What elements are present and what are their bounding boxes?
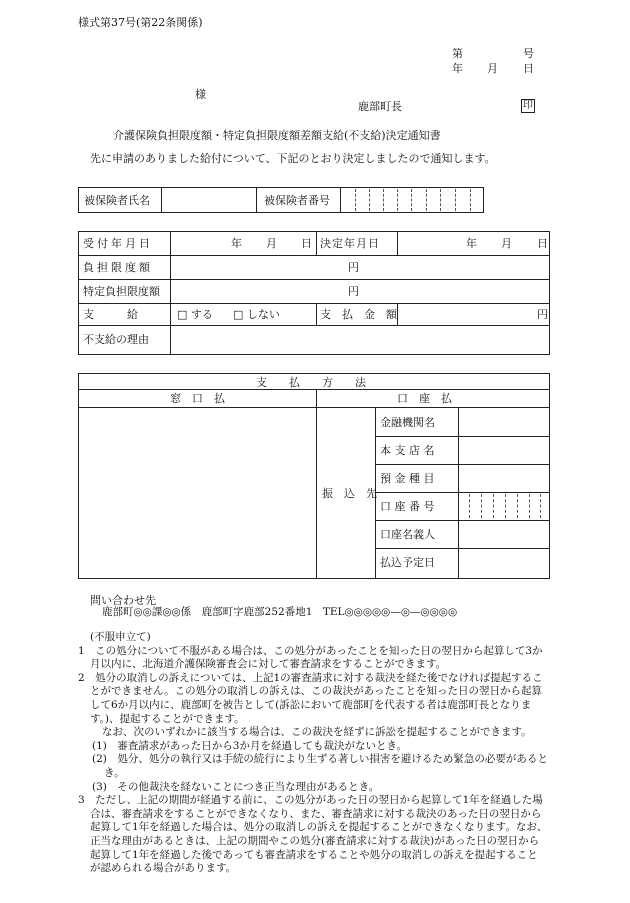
deposit-type-label: 預 金 種 目 — [380, 472, 435, 485]
appeal-item-3: (3) その他裁決を経ないことにつき正当な理由があるとき。 — [92, 780, 380, 793]
appeal-paragraph-2: 2 処分の取消しの訴えについては、上記1の審査請求に対する裁決を経た後でなければ提起することができません。この処分の取消しの訴えは、この裁決があったことを知った日の翌日から起算して6か月以内に、鹿部町を被告として(訴訟において鹿部町を代表する者は鹿部町長となります。)、提起することができます。 — [78, 671, 543, 725]
intro-text: 先に申請のありました給付について、下記のとおり決定しましたので通知します。 — [90, 152, 496, 165]
branch-name-label: 本 支 店 名 — [380, 444, 435, 457]
date-year: 年 — [452, 62, 463, 75]
received-date-label: 受付年月日 — [83, 237, 153, 250]
date-day: 日 — [523, 62, 534, 75]
account-payment-label: 口 座 払 — [397, 392, 452, 405]
method-header: 支 払 方 法 — [256, 376, 366, 389]
limit-yen: 円 — [348, 261, 359, 274]
special-limit-label: 特定負担限度額 — [83, 285, 160, 298]
appeal-paragraph-1: 1 この処分について不服がある場合は、この処分があったことを知った日の翌日から起算して3か月以内に、北海道介護保険審査会に対して審査請求をすることができます。 — [78, 644, 543, 671]
document-title: 介護保険負担限度額・特定負担限度額差額支給(不支給)決定通知書 — [113, 129, 441, 142]
limit-label: 負担限度額 — [83, 261, 153, 274]
payment-no-checkbox[interactable]: □ しない — [233, 308, 280, 321]
recipient-sama: 様 — [195, 88, 206, 101]
bank-name-label: 金融機関名 — [380, 416, 435, 429]
insured-name-label: 被保険者氏名 — [84, 194, 150, 207]
appeal-paragraph-3: 3 ただし、上記の期間が経過する前に、この処分があった日の翌日から起算して1年を経過した場合は、審査請求をすることができなくなり、また、審査請求に対する裁決のあった日の翌日から起算して1年を経過した場合は、処分の取消しの訴えを提起することができなくなります。なお、正当な理由があるときは、上記の期間やこの処分(審査請求に対する裁決)があった日の翌日から起算して1年を経過した後であっても審査請求をすることや処分の取消しの訴えを提起することが認められる場合があります。 — [78, 794, 548, 875]
decided-date-label: 決定年月日 — [320, 237, 380, 250]
appeal-item-1: (1) 審査請求があった日から3か月を経過しても裁決がないとき。 — [92, 739, 408, 752]
number-label: 第 — [452, 47, 463, 60]
reason-label: 不支給の理由 — [83, 333, 149, 346]
decided-year: 年 — [466, 237, 477, 250]
account-holder-label: 口座名義人 — [380, 528, 435, 541]
date-month: 月 — [487, 62, 498, 75]
transfer-destination-label: 振 込 先 — [322, 487, 377, 500]
account-number-label: 口 座 番 号 — [380, 500, 435, 513]
appeal-item-2: (2) 処分、処分の執行又は手続の続行により生ずる著しい損害を避けるため緊急の必要があるとき。 — [92, 753, 548, 779]
seal-mark: 印 — [523, 100, 533, 111]
number-suffix: 号 — [523, 47, 534, 60]
contact-detail: 鹿部町◎◎課◎◎係 鹿部町字鹿部252番地1 TEL◎◎◎◎◎—◎—◎◎◎◎ — [102, 606, 458, 618]
payment-label: 支 給 — [83, 308, 138, 321]
appeal-heading: (不服申立て) — [90, 631, 151, 643]
amount-yen: 円 — [537, 308, 548, 321]
received-month: 月 — [266, 237, 277, 250]
issuer-name: 鹿部町長 — [358, 100, 402, 113]
amount-label: 支 払 金 額 — [320, 308, 397, 321]
insured-number-label: 被保険者番号 — [264, 194, 330, 207]
counter-payment-label: 窓 口 払 — [170, 392, 225, 405]
appeal-paragraph-2-note: なお、次のいずれかに該当する場合は、この裁決を経ずに訴訟を提起することができます。 — [102, 726, 532, 739]
payment-yes-checkbox[interactable]: □ する — [177, 308, 213, 321]
decided-day: 日 — [537, 237, 548, 250]
decided-month: 月 — [501, 237, 512, 250]
appeal-section — [78, 631, 548, 876]
scheduled-date-label: 払込予定日 — [380, 556, 435, 569]
form-id: 様式第37号(第22条関係) — [78, 16, 203, 29]
special-limit-yen: 円 — [348, 285, 359, 298]
received-day: 日 — [301, 237, 312, 250]
contact-heading: 問い合わせ先 — [90, 594, 156, 607]
received-year: 年 — [231, 237, 242, 250]
